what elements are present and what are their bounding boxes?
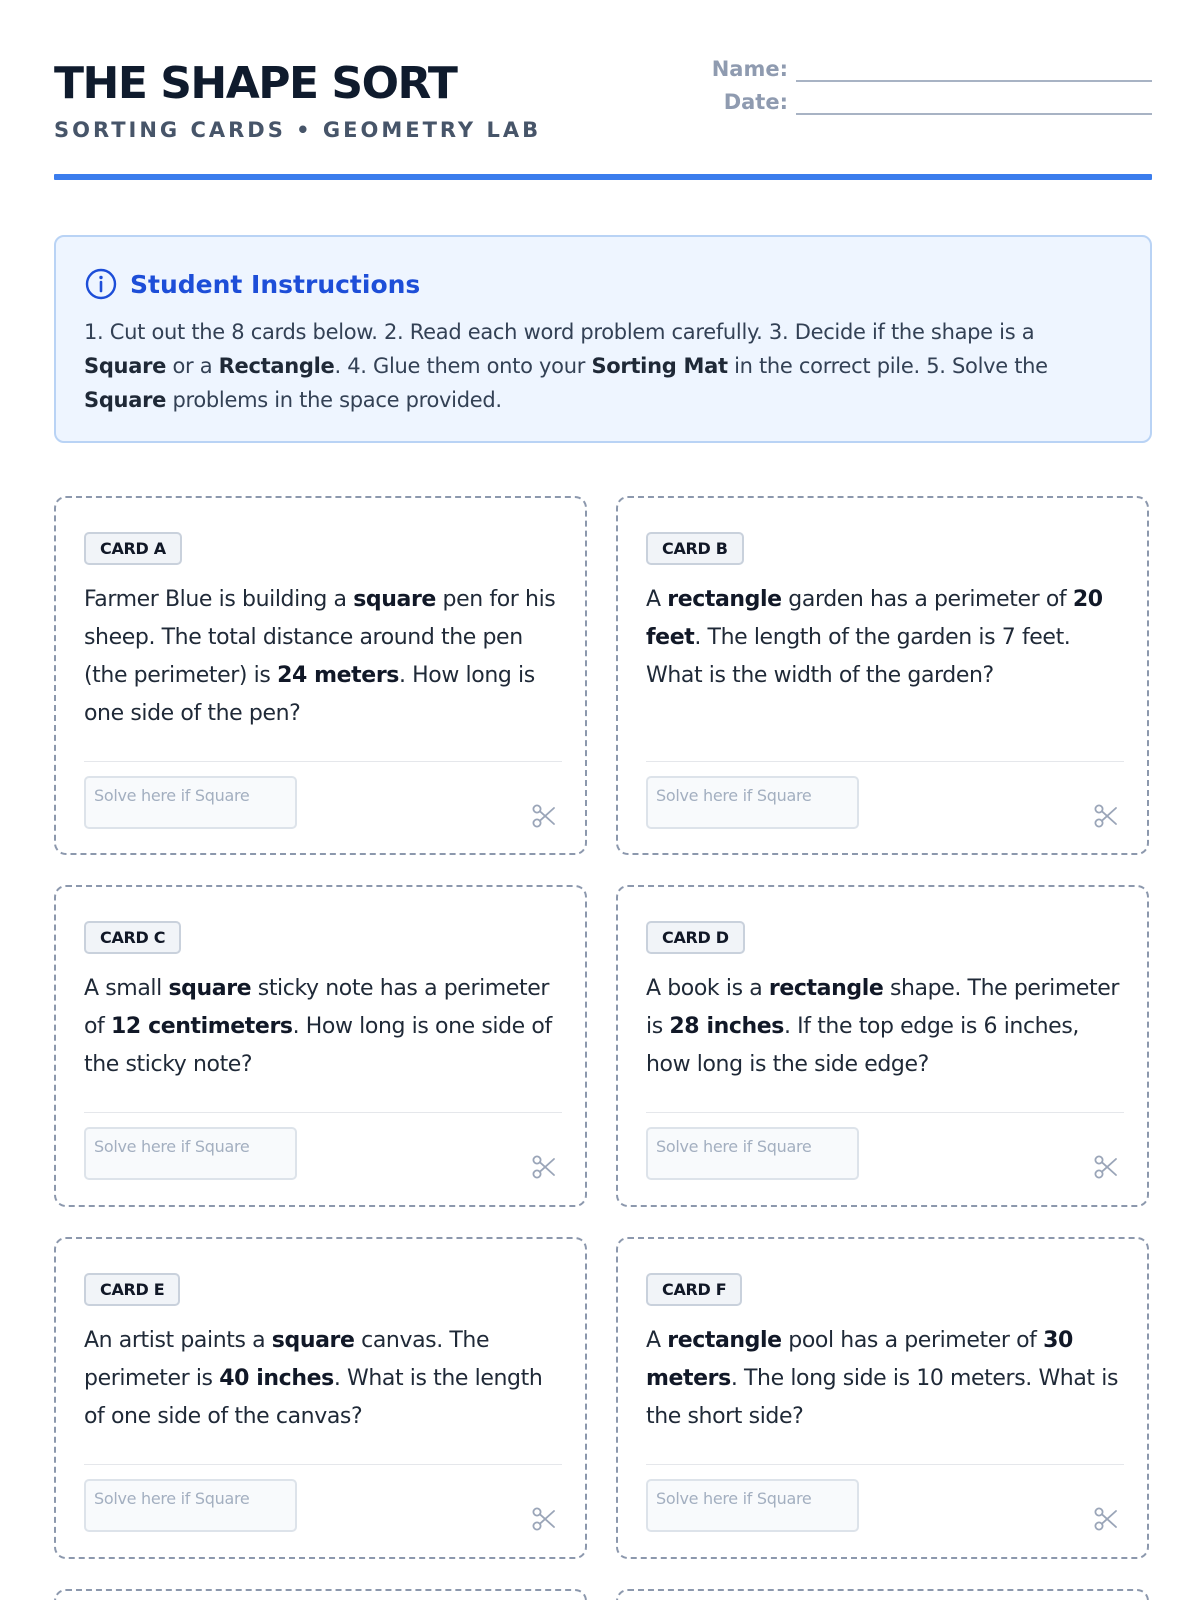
problem-text: . The long side is 10 meters. What is the short side?	[646, 1366, 1119, 1429]
card-problem	[646, 1322, 1124, 1436]
solve-field[interactable]: Solve here if Square	[646, 776, 859, 829]
card-b[interactable]	[616, 496, 1149, 855]
instructions-text-part: or a	[166, 354, 219, 378]
problem-text: . The length of the garden is 7 feet. What is the width of the garden?	[646, 625, 1071, 688]
scissors-icon	[1093, 1154, 1119, 1180]
problem-text: canvas. The perimeter is	[84, 1328, 490, 1391]
card-divider	[646, 1112, 1124, 1113]
scissors-icon	[531, 803, 557, 829]
solve-field[interactable]: Solve here if Square	[646, 1127, 859, 1180]
solve-field[interactable]: Solve here if Square	[84, 1479, 297, 1532]
scissors-icon	[531, 1506, 557, 1532]
card-label: CARD F	[646, 1273, 742, 1306]
problem-emphasis: rectangle	[667, 587, 782, 612]
problem-text: shape. The perimeter is	[646, 976, 1120, 1039]
card-problem	[646, 581, 1124, 695]
card-divider	[84, 761, 562, 762]
problem-emphasis: square	[353, 587, 436, 612]
card-problem	[646, 970, 1124, 1084]
problem-emphasis: rectangle	[768, 976, 884, 1001]
card-problem	[84, 581, 562, 733]
card-label: CARD C	[84, 921, 181, 954]
problem-emphasis: 24 meters	[277, 663, 399, 688]
problem-text: A	[646, 587, 668, 612]
card-h-partial[interactable]	[616, 1589, 1149, 1600]
card-a[interactable]	[54, 496, 587, 855]
problem-text: . If the top edge is 6 inches, how long is the side edge?	[646, 1014, 1079, 1077]
instructions-text-emphasis: Square	[84, 354, 167, 378]
problem-emphasis: 40 inches	[219, 1366, 334, 1391]
problem-text: pool has a perimeter of	[781, 1328, 1044, 1353]
solve-field[interactable]: Solve here if Square	[84, 776, 297, 829]
instructions-text-emphasis: Square	[84, 388, 167, 412]
date-label: Date:	[723, 90, 788, 114]
problem-text: . How long is one side of the sticky note?	[84, 1014, 552, 1077]
scissors-icon	[1093, 1506, 1119, 1532]
date-field[interactable]	[796, 93, 1152, 115]
card-e[interactable]	[54, 1237, 587, 1559]
instructions-header	[84, 267, 1122, 301]
name-label: Name:	[711, 57, 788, 81]
instructions-text	[84, 315, 1122, 417]
problem-text: A	[646, 1328, 668, 1353]
card-divider	[84, 1112, 562, 1113]
instructions-title: Student Instructions	[130, 269, 421, 299]
instructions-text-part: problems in the space provided.	[166, 388, 502, 412]
problem-text: sticky note has a perimeter of	[84, 976, 549, 1039]
card-label: CARD B	[646, 532, 744, 565]
problem-text: An artist paints a	[84, 1328, 272, 1353]
card-divider	[646, 1464, 1124, 1465]
problem-emphasis: rectangle	[667, 1328, 782, 1353]
name-row	[706, 56, 1152, 82]
card-label: CARD D	[646, 921, 745, 954]
name-field[interactable]	[796, 60, 1152, 82]
problem-text: A small	[84, 976, 169, 1001]
problem-text: Farmer Blue is building a	[84, 587, 354, 612]
instructions-text-part: . 4. Glue them onto your	[334, 354, 592, 378]
card-label: CARD E	[84, 1273, 180, 1306]
problem-emphasis: 20 feet	[646, 587, 1103, 650]
header-divider	[54, 174, 1152, 180]
page-title: THE SHAPE SORT	[54, 58, 457, 109]
problem-text: . How long is one side of the pen?	[84, 663, 535, 726]
problem-text: A book is a	[646, 976, 769, 1001]
card-c[interactable]	[54, 885, 587, 1207]
date-row	[706, 89, 1152, 115]
solve-field[interactable]: Solve here if Square	[84, 1127, 297, 1180]
instructions-text-emphasis: Sorting Mat	[591, 354, 728, 378]
card-divider	[646, 761, 1124, 762]
problem-text: pen for his sheep. The total distance around the pen (the perimeter) is	[84, 587, 556, 688]
card-problem	[84, 970, 562, 1084]
instructions-text-part: in the correct pile. 5. Solve the	[727, 354, 1048, 378]
page-subtitle: SORTING CARDS • GEOMETRY LAB	[54, 118, 542, 142]
problem-emphasis: square	[168, 976, 252, 1001]
solve-field[interactable]: Solve here if Square	[646, 1479, 859, 1532]
card-problem	[84, 1322, 562, 1436]
card-f[interactable]	[616, 1237, 1149, 1559]
problem-text: . What is the length of one side of the canvas?	[84, 1366, 543, 1429]
problem-emphasis: 30 meters	[646, 1328, 1073, 1391]
problem-emphasis: 12 centimeters	[111, 1014, 293, 1039]
instructions-text-emphasis: Rectangle	[218, 354, 335, 378]
problem-emphasis: square	[271, 1328, 355, 1353]
problem-text: garden has a perimeter of	[781, 587, 1073, 612]
instructions-text-part: 1. Cut out the 8 cards below. 2. Read each word problem carefully. 3. Decide if the shape is a	[84, 320, 1035, 344]
scissors-icon	[1093, 803, 1119, 829]
card-divider	[84, 1464, 562, 1465]
card-g-partial[interactable]	[54, 1589, 587, 1600]
card-d[interactable]	[616, 885, 1149, 1207]
info-icon	[84, 267, 118, 301]
card-label: CARD A	[84, 532, 182, 565]
instructions-box	[54, 235, 1152, 443]
scissors-icon	[531, 1154, 557, 1180]
problem-emphasis: 28 inches	[669, 1014, 784, 1039]
